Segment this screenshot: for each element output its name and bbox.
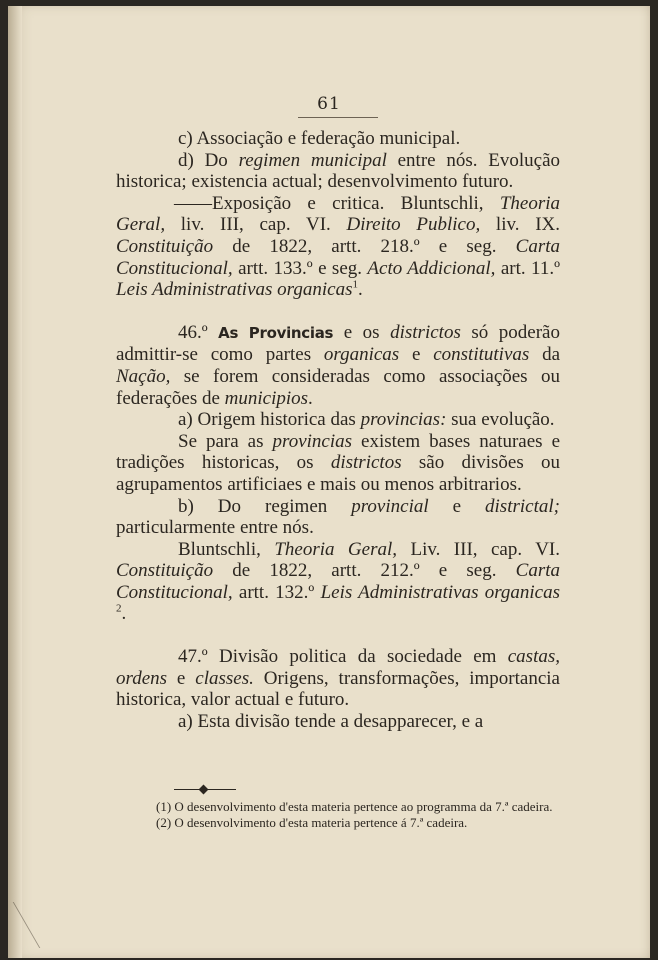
paragraph-46a: a) Origem historica das provincias: sua evolução.	[178, 409, 555, 431]
paragraph-exposicao: ——Exposição e critica. Bluntschli, Theoria Geral, liv. III, cap. VI. Direito Publico, liv. IX. Constituição de 1822, artt. 218.º e seg. Carta Constitucional, artt. 133.º e seg. Acto Addicional, art. 11.º Leis Administrativas organicas$^1$.	[116, 192, 560, 301]
footnote-1: (1) O desenvolvimento d'esta materia pertence ao programma da 7.ª cadeira.	[156, 799, 553, 814]
book-page	[8, 6, 650, 958]
paragraph-47a: a) Esta divisão tende a desapparecer, e a	[178, 710, 484, 732]
paragraph-d: d) Do regimen municipal entre nós. Evolução historica; existencia actual; desenvolvimento futuro.	[116, 149, 561, 193]
paragraph-bluntschli: Bluntschli, Theoria Geral, Liv. III, cap. VI. Constituição de 1822, artt. 212.º e seg. Carta Constitucional, artt. 132.º Leis Administrativas organicas $^2$.	[116, 538, 560, 625]
footnote-ref-1: 1	[352, 278, 358, 291]
footnotes	[126, 799, 560, 830]
footnote-ref-2: 2	[116, 603, 122, 616]
paragraph-c: c) Associação e federação municipal.	[178, 128, 461, 149]
header-rule	[298, 117, 378, 118]
footnote-2: (2) O desenvolvimento d'esta materia pertence á 7.ª cadeira.	[156, 814, 468, 830]
body-text	[116, 128, 560, 732]
page-gutter-shadow	[8, 6, 22, 958]
paragraph-46: 46.º As Provincias e os districtos só poderão admittir-se como partes organicas e constitutivas da Nação, se forem consideradas como associações ou federações de municipios.	[116, 321, 561, 409]
paragraph-46b: b) Do regimen provincial e districtal; particularmente entre nós.	[116, 495, 560, 539]
paragraph-47: 47.º Divisão politica da sociedade em castas, ordens e classes. Origens, transformações, importancia historica, valor actual e futuro.	[116, 646, 560, 711]
diamond-ornament-icon	[199, 785, 209, 795]
footnote-separator	[174, 786, 236, 794]
paragraph-provincias: Se para as provincias existem bases naturaes e tradições historicas, os districtos são divisões ou agrupamentos artificiaes e mais ou menos arbitrarios.	[116, 430, 561, 495]
page-number: 61	[317, 94, 341, 114]
